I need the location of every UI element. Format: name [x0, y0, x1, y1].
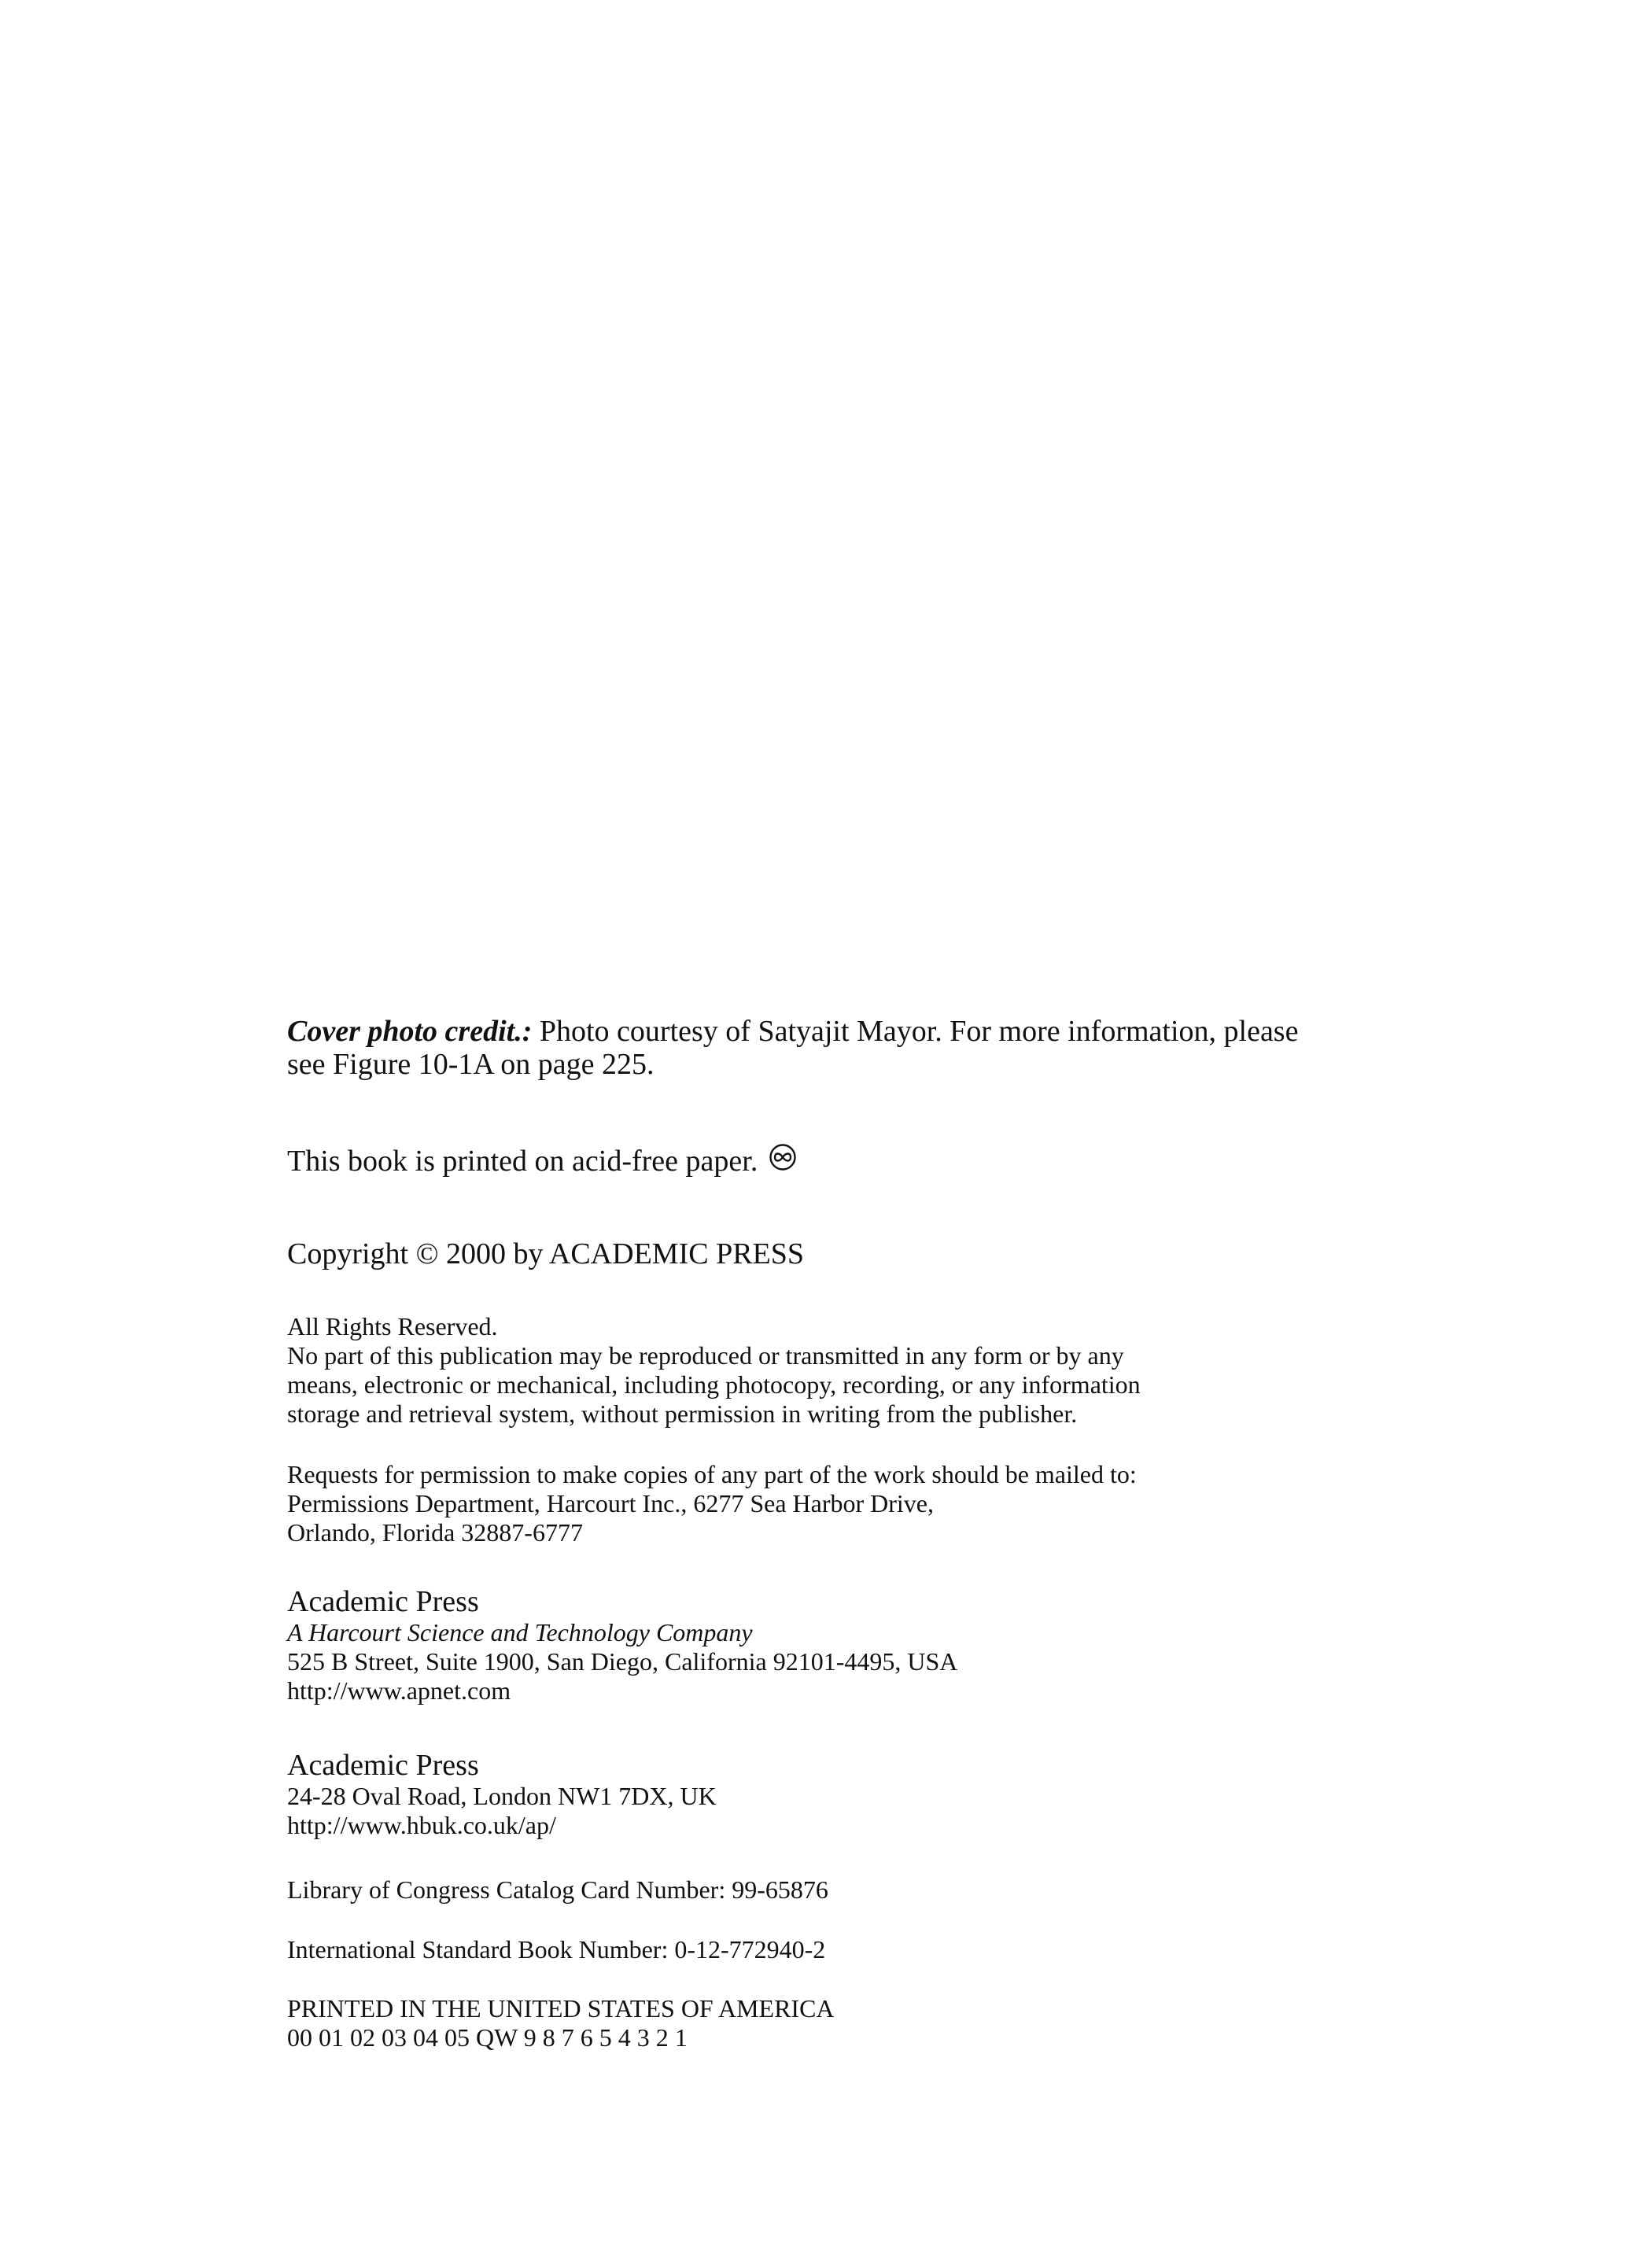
cover-credit-label: Cover photo credit.:: [287, 1015, 533, 1048]
library-of-congress: [287, 1875, 1404, 1905]
rights-line-4: storage and retrieval system, without permission in writing from the publisher.: [287, 1399, 1078, 1428]
printed-line-1: PRINTED IN THE UNITED STATES OF AMERICA: [287, 1994, 835, 2023]
publisher-uk-url: http://www.hbuk.co.uk/ap/: [287, 1811, 556, 1839]
cover-photo-credit: [287, 1015, 1404, 1081]
permissions-line-2: Permissions Department, Harcourt Inc., 6277 Sea Harbor Drive,: [287, 1489, 934, 1517]
acid-free-text: This book is printed on acid-free paper.: [287, 1145, 758, 1178]
infinity-circle-icon: [769, 1143, 797, 1178]
publisher-us: [287, 1585, 1404, 1705]
acid-free-notice: [287, 1145, 1404, 1178]
printed-in: [287, 1994, 1404, 2052]
rights-reserved: [287, 1312, 1404, 1429]
publisher-us-name: Academic Press: [287, 1585, 479, 1618]
publisher-us-url: http://www.apnet.com: [287, 1676, 511, 1705]
publisher-us-address: 525 B Street, Suite 1900, San Diego, California 92101-4495, USA: [287, 1647, 958, 1676]
rights-line-1: All Rights Reserved.: [287, 1312, 498, 1340]
permissions-request: [287, 1460, 1404, 1547]
permissions-line-1: Requests for permission to make copies of any part of the work should be mailed to:: [287, 1460, 1137, 1488]
loc-number: Library of Congress Catalog Card Number: 99-65876: [287, 1875, 828, 1904]
publisher-uk: [287, 1749, 1404, 1840]
copyright-text: Copyright © 2000 by ACADEMIC PRESS: [287, 1237, 805, 1270]
printed-line-2: 00 01 02 03 04 05 QW 9 8 7 6 5 4 3 2 1: [287, 2023, 688, 2052]
cover-credit-line-1: [287, 1015, 1404, 1048]
rights-line-3: means, electronic or mechanical, including photocopy, recording, or any information: [287, 1370, 1141, 1399]
isbn-block: [287, 1935, 1404, 1964]
acid-free-line: [287, 1145, 1404, 1178]
publisher-uk-name: Academic Press: [287, 1749, 479, 1782]
cover-credit-line-2: see Figure 10-1A on page 225.: [287, 1048, 655, 1081]
isbn-number: International Standard Book Number: 0-12-772940-2: [287, 1935, 826, 1964]
publisher-us-tagline: A Harcourt Science and Technology Company: [287, 1618, 753, 1646]
rights-line-2: No part of this publication may be reproduced or transmitted in any form or by any: [287, 1341, 1124, 1370]
cover-credit-text: Photo courtesy of Satyajit Mayor. For more information, please: [532, 1015, 1299, 1048]
publisher-uk-address: 24-28 Oval Road, London NW1 7DX, UK: [287, 1782, 717, 1810]
permissions-line-3: Orlando, Florida 32887-6777: [287, 1518, 583, 1547]
copyright-line: [287, 1237, 1404, 1270]
